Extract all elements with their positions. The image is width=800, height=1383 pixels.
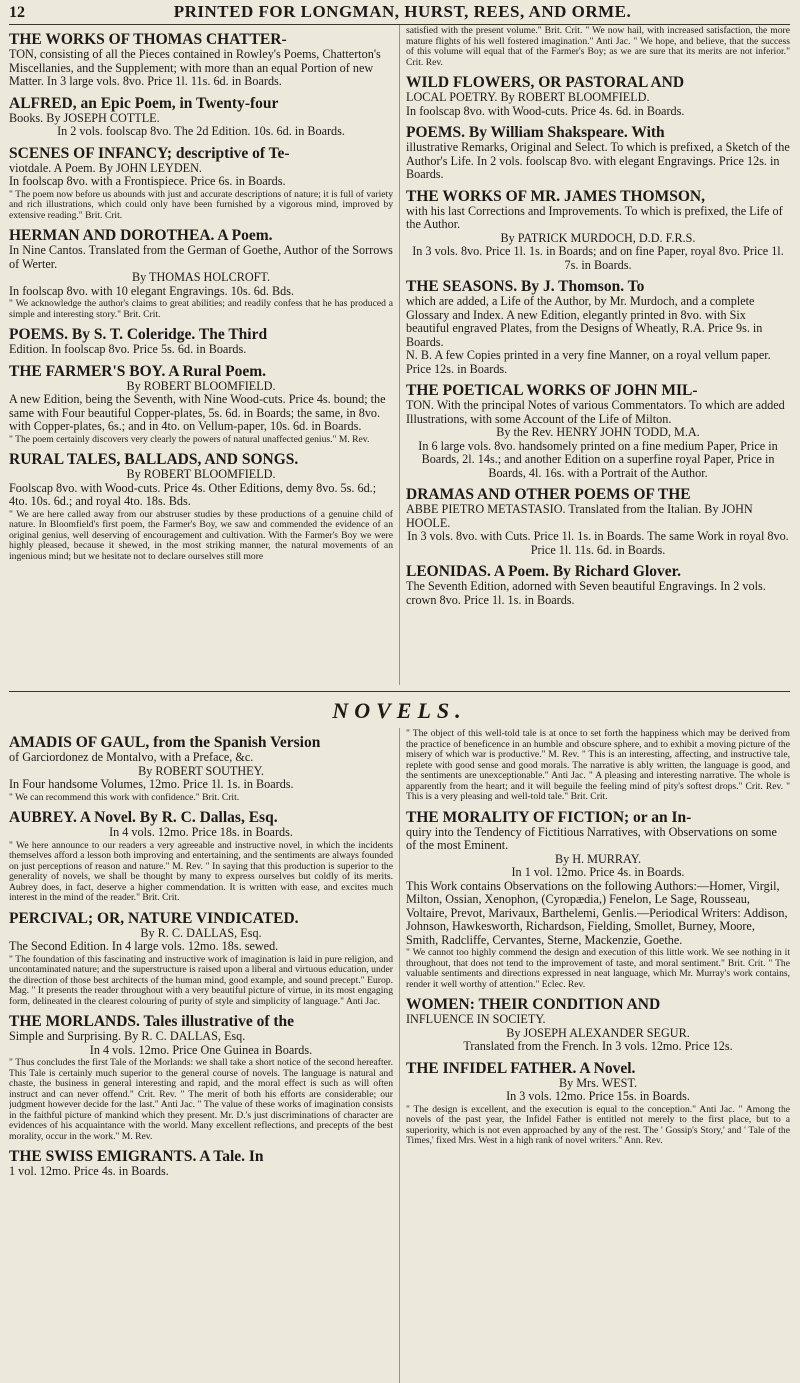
- page-header: [9, 0, 790, 25]
- catalogue-entry: [9, 735, 393, 803]
- entry-line: In 6 large vols. 8vo. handsomely printed on a fine medium Paper, Price in Boards, 2l. 14s.; and another Edition on a superfine royal Paper, Price in Boards, 4l. 16s. with a Portrait of the Author.: [418, 438, 778, 480]
- entry-line: In 4 vols. 12mo. Price 18s. in Boards.: [109, 825, 293, 839]
- entry-review: " The poem now before us abounds with just and accurate descriptions of nature; it is full of variety and rich illustrations, which could only have been furnished by a vigorous mind, improved by extensive reading." Brit. Crit.: [9, 188, 393, 221]
- entry-line: In foolscap 8vo. with a Frontispiece. Price 6s. in Boards.: [9, 174, 286, 188]
- catalogue-entry: [406, 997, 790, 1054]
- entry-line: By JOSEPH ALEXANDER SEGUR.: [506, 1025, 690, 1040]
- entry-title: THE POETICAL WORKS OF JOHN MIL-: [406, 382, 698, 399]
- entry-line: TON. With the principal Notes of various Commentators. To which are added Illustrations, with some Account of the Life of Milton.: [406, 398, 785, 426]
- entry-line: In Nine Cantos. Translated from the German of Goethe, Author of the Sorrows of Werter.: [9, 243, 393, 271]
- catalogue-entry: [9, 810, 393, 904]
- entry-line: By Mrs. WEST.: [558, 1075, 638, 1090]
- entry-title: POEMS. By S. T. Coleridge. The Third: [9, 326, 268, 343]
- catalogue-entry: [406, 383, 790, 480]
- catalogue-entry: [406, 729, 790, 803]
- novels-left-column: [9, 728, 399, 1383]
- entry-review: " We acknowledge the author's claims to great abilities; and readily confess that he has produced a simple and interesting story." Brit. Crit.: [9, 298, 393, 320]
- entry-line: In Four handsome Volumes, 12mo. Price 1l. 1s. in Boards.: [9, 777, 294, 791]
- entry-line: In 3 vols. 12mo. Price 15s. in Boards.: [506, 1089, 690, 1103]
- entry-line: In 1 vol. 12mo. Price 4s. in Boards.: [511, 865, 685, 879]
- catalogue-entry: [9, 32, 393, 89]
- catalogue-entry: [9, 327, 393, 357]
- entry-review: " Thus concludes the first Tale of the Morlands: we shall take a short notice of the second hereafter. This Tale is certainly much superior to the general course of novels. The language is natural and chaste, the business in general interesting and rapid, and the moral effect is such as will often instruct and can never offend." Crit. Rev. " The merit of both his efforts are considerable; our judgment however decide for the last." Anti Jac. " The value of these works of imagination consists in the faithful picture of mankind which they present. Mr. D.'s just discriminations of character are evidences of his acquaintance with the world. Many excellent reflections, and precepts of the best morality, occur in the work." M. Rev.: [9, 1057, 393, 1142]
- entry-title: AUBREY. A Novel. By R. C. Dallas, Esq.: [9, 809, 278, 826]
- entry-review: " We can recommend this work with confidence." Brit. Crit.: [9, 791, 240, 803]
- entry-line: Edition. In foolscap 8vo. Price 5s. 6d. in Boards.: [9, 342, 247, 356]
- catalogue-entry: [9, 1149, 393, 1179]
- entry-line: quiry into the Tendency of Fictitious Narratives, with Observations on some of the most Eminent.: [406, 824, 777, 852]
- entry-line: illustrative Remarks, Original and Select. To which is prefixed, a Sketch of the Author's Life. In 2 vols. foolscap 8vo. with elegant Engravings. Price 12s. in Boards.: [406, 140, 790, 181]
- entry-line: viotdale. A Poem. By JOHN LEYDEN.: [9, 160, 202, 175]
- entry-line: By R. C. DALLAS, Esq.: [140, 925, 262, 940]
- entry-title: WILD FLOWERS, OR PASTORAL AND: [406, 74, 685, 91]
- entry-review-continued: " The object of this well-told tale is at once to set forth the happiness which may be derived from the practice of beneficence in an humble and obscure sphere, and to exhibit a moving picture of the misery of which war is productive." M. Rev. " This is an interesting, affecting, and instructive tale, replete with good sense and good morals. The narrative is ably written, the language is good, and the sentiments are unexceptionable." Anti Jac. " A pleasing and interesting narrative. The whole is apparently from the heart; and it will beguile the feeling mind of pity's softest drops." Crit. Rev. " This is a very pleasing and well-told tale." Brit. Crit.: [406, 728, 790, 802]
- poetry-columns: [9, 25, 790, 685]
- entry-title: THE FARMER'S BOY. A Rural Poem.: [9, 362, 267, 380]
- entry-title: THE WORKS OF MR. JAMES THOMSON,: [406, 187, 705, 205]
- left-column: [9, 25, 399, 685]
- entry-review: " We are here called away from our abstruser studies by these productions of a genuine child of nature. In Bloomfield's first poem, the Farmer's Boy, we saw and commended the evidence of an original genius, well deserving of encouragement and cultivation. With the Farmer's Boy we were highly pleased, because it shewed, in the most striking manner, the natural movements of an ingenious mind; but we hesitate not to declare ourselves still more: [9, 508, 393, 562]
- catalogue-entry: [9, 911, 393, 1008]
- entry-line: In 3 vols. 8vo. Price 1l. 1s. in Boards; and on fine Paper, royal 8vo. Price 1l. 7s. in Boards.: [412, 244, 784, 272]
- entry-line: Foolscap 8vo. with Wood-cuts. Price 4s. Other Editions, demy 8vo. 5s. 6d.; 4to. 10s. 6d.; and royal 4to. 18s. Bds.: [9, 480, 377, 508]
- entry-line: LOCAL POETRY. By ROBERT BLOOMFIELD.: [406, 90, 650, 104]
- catalogue-entry: [406, 75, 790, 118]
- entry-line: Books. By JOSEPH COTTLE.: [9, 110, 160, 125]
- catalogue-entry: [406, 125, 790, 182]
- entry-review: " The poem certainly discovers very clearly the powers of natural unaffected genius." M. Rev.: [9, 433, 370, 445]
- catalogue-entry: [9, 452, 393, 562]
- catalogue-entry: [406, 1061, 790, 1147]
- entry-line: By the Rev. HENRY JOHN TODD, M.A.: [496, 425, 700, 439]
- entry-title: THE WORKS OF THOMAS CHATTER-: [9, 31, 287, 48]
- entry-line: By H. MURRAY.: [554, 851, 642, 866]
- entry-title: WOMEN: THEIR CONDITION AND: [406, 996, 661, 1013]
- entry-line: By ROBERT SOUTHEY.: [138, 763, 264, 778]
- novels-right-column: [399, 728, 790, 1383]
- catalogue-entry: [9, 228, 393, 320]
- catalogue-entry: [406, 189, 790, 273]
- entry-line: In 2 vols. foolscap 8vo. The 2d Edition. 10s. 6d. in Boards.: [57, 124, 345, 138]
- entry-title: ALFRED, an Epic Poem, in Twenty-four: [9, 94, 279, 112]
- entry-line: By ROBERT BLOOMFIELD.: [126, 467, 276, 481]
- catalogue-entry: [9, 146, 393, 222]
- entry-line: Translated from the French. In 3 vols. 12mo. Price 12s.: [463, 1039, 733, 1053]
- section-title-novels: NOVELS.: [9, 691, 790, 728]
- entry-line: 1 vol. 12mo. Price 4s. in Boards.: [9, 1164, 169, 1178]
- entry-title: RURAL TALES, BALLADS, AND SONGS.: [9, 451, 299, 468]
- entry-line: which are added, a Life of the Author, by Mr. Murdoch, and a complete Glossary and Index. A new Edition, elegantly printed in 8vo. with Six beautiful engraved Plates, from the Designs of Wheatly, R.A. Price 9s. in Boards.: [406, 294, 763, 349]
- catalogue-entry: [9, 364, 393, 446]
- catalogue-entry: [406, 487, 790, 557]
- entry-title: DRAMAS AND OTHER POEMS OF THE: [406, 486, 691, 503]
- entry-title: HERMAN AND DOROTHEA. A Poem.: [9, 227, 273, 244]
- entry-line: N. B. A few Copies printed in a very fine Manner, on a royal vellum paper. Price 12s. in Boards.: [406, 348, 771, 376]
- entry-title: POEMS. By William Shakspeare. With: [406, 124, 665, 141]
- entry-review: " The design is excellent, and the execution is equal to the conception." Anti Jac. " Among the novels of the past year, the Infidel Father is entitled not merely to the first place, but to a superiority, which is not even approached by any of the rest. The ' Gossip's Story,' and ' Tale of the Times,' fixed Mrs. West in a high rank of novel writers." Ann. Rev.: [406, 1103, 790, 1146]
- entry-review-continued: satisfied with the present volume." Brit. Crit. " We now hail, with increased satisfaction, the more mature flights of his well fostered imagination." Anti Jac. " We hope, and believe, that the success of this volume will equal that of the Farmer's Boy; as we are sure that its merits are not inferior." Crit. Rev.: [406, 25, 790, 68]
- entry-review: " The foundation of this fascinating and instructive work of imagination is laid in pure religion, and uncontaminated nature; and the superstructure is raised upon a liberal and virtuous education, under the direction of those best architects of the human mind, good example, and sound precept." Europ. Mag. " It presents the reader throughout with a very beautiful picture of virtue, in its most engaging form, delineated in the clearest colouring of purity of style and simplicity of language." Anti Jac.: [9, 953, 393, 1007]
- entry-title: THE SEASONS. By J. Thomson. To: [406, 278, 645, 295]
- entry-review: " We here announce to our readers a very agreeable and instructive novel, in which the incidents themselves afford a lesson both improving and entertaining, and the sentiments are always founded on just perceptions of reason and nature." M. Rev. " In saying that this production is superior to the generality of novels, we shall be thought by many to express ourselves but coldly of its merits. Aubrey does, in fact, deserve a higher commendation. It is written with ease, and excites much interest in the mind of the reader." Brit. Crit.: [9, 839, 393, 903]
- entry-line: By ROBERT BLOOMFIELD.: [126, 378, 276, 393]
- entry-line: of Garciordonez de Montalvo, with a Preface, &c.: [9, 750, 254, 764]
- entry-line: INFLUENCE IN SOCIETY.: [406, 1012, 546, 1026]
- entry-title: THE SWISS EMIGRANTS. A Tale. In: [9, 1148, 264, 1165]
- entry-line: A new Edition, being the Seventh, with Nine Wood-cuts. Price 4s. bound; the same with Four beautiful Copper-plates, 5s. 6d. in Boards; the same, in 8vo. with Copper-plates, 6s.; and in 4to. on Vellum-paper, 10s. 6d. in Boards.: [9, 392, 386, 433]
- catalogue-entry: [9, 1014, 393, 1142]
- entry-line: Simple and Surprising. By R. C. DALLAS, Esq.: [9, 1029, 246, 1043]
- catalogue-entry: [406, 279, 790, 376]
- entry-line: By PATRICK MURDOCH, D.D. F.R.S.: [500, 230, 696, 245]
- entry-title: AMADIS OF GAUL, from the Spanish Version: [9, 734, 321, 751]
- entry-line: This Work contains Observations on the following Authors:—Homer, Virgil, Milton, Ossian, Xenophon, (Cyropædia,) Fenelon, Le Sage, Rousseau, Voltaire, Prevot, Marivaux, Barthelemi, Genlis.—Periodical Writers: Addison, Johnson, Hawkesworth, Richardson, Fielding, Smollet, Burney, Moore, Smith, Radcliffe, Cervantes, Sterne, Mackenzie, Goethe.: [406, 878, 788, 947]
- running-head: PRINTED FOR LONGMAN, HURST, REES, AND ORME.: [173, 2, 632, 21]
- entry-title: THE INFIDEL FATHER. A Novel.: [406, 1059, 636, 1077]
- catalogue-entry: [406, 564, 790, 607]
- page-number: 12: [9, 4, 25, 21]
- entry-line: In foolscap 8vo. with 10 elegant Engravings. 10s. 6d. Bds.: [9, 283, 295, 298]
- catalogue-entry: [406, 26, 790, 68]
- entry-line: TON, consisting of all the Pieces contained in Rowley's Poems, Chatterton's Miscellanies, and the Supplement; with more than an equal Portion of new Matter. In 3 large vols. 8vo. Price 1l. 11s. 6d. in Boards.: [9, 47, 381, 88]
- right-column: [399, 25, 790, 685]
- entry-title: SCENES OF INFANCY; descriptive of Te-: [9, 144, 290, 162]
- entry-review: " We cannot too highly commend the design and execution of this little work. We see nothing in it throughout, that does not tend to the improvement of taste, and moral sentiment." Brit. Crit. " The valuable sentiments and directions expressed in neat language, which Mr. Murray's work contains, render it well worthy of attention." Eclec. Rev.: [406, 947, 790, 990]
- entry-line: The Second Edition. In 4 large vols. 12mo. 18s. sewed.: [9, 939, 279, 953]
- entry-title: LEONIDAS. A Poem. By Richard Glover.: [406, 563, 681, 580]
- entry-line: In foolscap 8vo. with Wood-cuts. Price 4s. 6d. in Boards.: [406, 103, 685, 118]
- entry-line: The Seventh Edition, adorned with Seven beautiful Engravings. In 2 vols. crown 8vo. Price 1l. 1s. in Boards.: [406, 579, 766, 607]
- entry-title: THE MORLANDS. Tales illustrative of the: [9, 1013, 295, 1030]
- entry-line: ABBE PIETRO METASTASIO. Translated from the Italian. By JOHN HOOLE.: [406, 502, 753, 530]
- entry-line: By THOMAS HOLCROFT.: [131, 270, 271, 284]
- entry-line: with his last Corrections and Improvements. To which is prefixed, the Life of the Author.: [406, 203, 783, 231]
- catalogue-entry: [406, 810, 790, 991]
- entry-line: In 4 vols. 12mo. Price One Guinea in Boards.: [89, 1042, 313, 1057]
- entry-title: THE MORALITY OF FICTION; or an In-: [406, 808, 692, 826]
- entry-title: PERCIVAL; OR, NATURE VINDICATED.: [9, 909, 299, 927]
- entry-line: In 3 vols. 8vo. with Cuts. Price 1l. 1s. in Boards. The same Work in royal 8vo. Price 1l. 11s. 6d. in Boards.: [407, 529, 789, 557]
- novels-columns: [9, 728, 790, 1383]
- catalogue-entry: [9, 96, 393, 139]
